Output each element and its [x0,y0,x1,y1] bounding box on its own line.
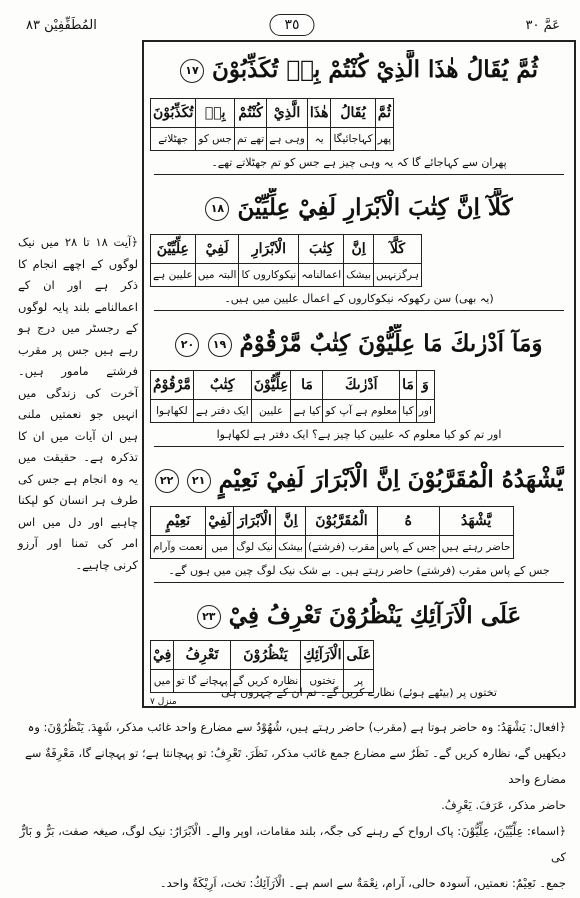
word-ur: بیشک [276,536,306,559]
word-ur: پھر [375,128,394,151]
word-ur: مقرب (فرشتے) [305,536,377,559]
word-ur: تھے تم [235,128,267,151]
note-line: ﴿اسماء: عِلِّيِّيْنَ، عِلِّيُّوْنَ: پاک ارواح کے رہنے کی جگہ، بلند مقامات، اوپر والے۔ الْاَبْرَارُ: نیک لوگ، صیغہ صفت، بَرٌّ و بَارٌّ کی [19,824,566,864]
word-ar: يُقَالُ [331,99,375,128]
word-ur: نیک لوگ [234,536,276,559]
word-ar: عِلِّيِّيْنَ [151,235,196,264]
verse-19-20-word-table [150,370,435,423]
word-ar: مَا [400,371,417,400]
word-ur: میں [206,536,234,559]
verse-17-arabic [144,50,574,90]
word-ur: پہچانے گا تو [174,670,230,693]
word-ur: جس کے پاس [378,536,440,559]
word-ur: ایک دفتر ہے [193,400,251,423]
grammar-notes [14,714,566,896]
word-ar: عَلَى [344,641,374,670]
verse-22-number: ٢٢ [155,469,179,493]
verse-20-number: ٢٠ [175,333,199,357]
word-ar: ثُمَّ [375,99,394,128]
note-line: ﴿افعال: يَشْهَدُ: وہ حاضر ہوتا ہے (مقرب) حاضر رہتے ہیں، شُهُوْدٌ سے مضارع واحد غائب مذکر، شَهِدَ. يَنْظُرُوْنَ: وہ [27,720,566,734]
note-line: حاضر مذکر، عَرَفَ. يَعْرِفُ. [441,798,566,812]
word-ur: بیشک [344,264,374,287]
juz-label: عَمَّ ٣٠ [525,18,560,33]
word-ur: پر [344,670,374,693]
word-ar: تَعْرِفُ [174,641,230,670]
word-ar: تُكَذِّبُوْنَ [151,99,196,128]
word-ar: عِلِّيُّوْنَ [251,371,291,400]
word-ar: الْاَرَآئِكِ [301,641,344,670]
word-ur: لکھاہوا [151,400,194,423]
verse-17-text: ثُمَّ يُقَالُ هٰذَا الَّذِيْ كُنْتُمْ بِهٖ تُكَذِّبُوْنَ [211,56,539,83]
word-ur: کہاجائیگا [331,128,375,151]
word-ar: لَفِيْ [195,235,239,264]
word-ar: اِنَّ [344,235,374,264]
word-ur: البتہ میں [195,264,239,287]
verse-21-22-arabic [144,460,574,500]
word-ar: مَا [291,371,323,400]
verse-19-number: ١٩ [208,333,232,357]
surah-name: المُطَفِّفِيْن ٨٣ [26,18,97,33]
word-ur: اور [416,400,434,423]
verse-frame [142,40,576,708]
word-ur: اعمالنامہ [299,264,344,287]
verse-21-22-word-table [150,506,514,559]
word-ur: علیین ہے [151,264,196,287]
word-ur: یہ [307,128,331,151]
verse-18-arabic [144,188,574,228]
word-ar: لَفِيْ [206,507,234,536]
word-ar: نَعِيْمٍ [151,507,206,536]
verse-18-word-table [150,234,422,287]
word-ar: مَّرْقُوْمٌ [151,371,194,400]
verse-23-number: ٢٣ [197,605,221,629]
verse-17-word-table [150,98,394,151]
verse-17-translation: پھران سے کہاجائے گا کہ یہ وہی چیز ہے جس کو تم جھٹلاتے تھے۔ [154,152,564,175]
word-ar: اِنَّ [276,507,306,536]
verse-18-translation: (یہ بھی) سن رکھوکہ نیکوکاروں کے اعمال علیین میں ہیں۔ [154,288,564,311]
word-ar: اَدْرٰىكَ [323,371,400,400]
word-ur: میں [151,670,174,693]
word-ur: حاضر رہتے ہیں [439,536,513,559]
word-ar: الْمُقَرَّبُوْنَ [305,507,377,536]
word-ur: کیا ہے [291,400,323,423]
word-ar: الَّذِيْ [267,99,308,128]
word-ur: جس کو [196,128,235,151]
word-ar: هٰذَا [307,99,331,128]
verse-23-translation: تختوں پر (بیٹھے ہوئے) نظارے کریں گے۔ تم ان کے چہروں ہی [221,686,497,699]
word-ar: بِهٖ [196,99,235,128]
verse-21-22-translation: جس کے پاس مقرب (فرشتے) حاضر رہتے ہیں۔ بے شک نیک لوگ چین میں ہوں گے۔ [154,560,564,583]
word-ar: وَ [416,371,434,400]
manzil-mark: منزل ۷ [150,697,177,707]
word-ar: الْاَبْرَارِ [239,235,299,264]
verse-18-text: كَلَّآ اِنَّ كِتٰبَ الْاَبْرَارِ لَفِيْ عِلِّيِّيْنَ [237,194,513,221]
page-number: ٣٥ [269,14,314,36]
word-ur: معلوم ہے آپ کو [323,400,400,423]
word-ar: فِيْ [151,641,174,670]
word-ur: ہرگزنہیں [374,264,422,287]
word-ar: كِتٰبٌ [193,371,251,400]
verse-21-number: ٢١ [187,469,211,493]
word-ur: تختوں [301,670,344,693]
page-header [18,14,566,38]
verse-23-arabic [144,596,574,636]
word-ur: جھٹلاتے [151,128,196,151]
word-ar: كُنْتُمْ [235,99,267,128]
verse-21-22-text: يَّشْهَدُهُ الْمُقَرَّبُوْنَ اِنَّ الْاَبْرَارَ لَفِيْ نَعِيْمٍ [218,466,564,493]
word-ur: کیا [400,400,417,423]
verse-19-20-text: وَمَآ اَدْرٰىكَ مَا عِلِّيُّوْنَ كِتٰبٌ مَّرْقُوْمٌ [239,330,543,357]
word-ur: نیکوکاروں کا [239,264,299,287]
note-line: جمع۔ نَعِيْمٌ: نعمتیں، آسودہ حالی، آرام، نِعْمَةٌ سے اسم ہے۔ الْاَرَآئِكُ: تخت، اَرِيْكَةٌ واحد۔ [159,876,566,890]
word-ar: الْاَبْرَارَ [234,507,276,536]
word-ur: نعمت وآرام [151,536,206,559]
word-ur: وہی ہے [267,128,308,151]
word-ar: كِتٰبَ [299,235,344,264]
word-ar: يَنْظُرُوْنَ [230,641,301,670]
word-ur: نظارہ کریں گے [230,670,301,693]
verse-23-text: عَلَى الْاَرَآئِكِ يَنْظُرُوْنَ تَعْرِفُ فِيْ [228,602,522,629]
verse-19-20-arabic [144,324,574,364]
word-ar: كَلَّآ [374,235,422,264]
verse-17-number: ١٧ [180,59,204,83]
verse-19-20-translation: اور تم کو کیا معلوم کہ علیین کیا چیز ہے؟ ایک دفتر ہے لکھاہوا [154,424,564,447]
side-note: ﴿آیت ۱۸ تا ۲۸ میں نیک لوگوں کے اچھے انجام کا ذکر ہے اور ان کے اعمالنامے بلند پایہ لوگوں کے رجسٹر میں درج ہو رہے ہیں جس پر مقرب فرشتے مامور ہیں۔ آخرت کی زندگی میں انہیں جو نعمتیں ملنی ہیں ان آیات میں ان کا تذکرہ ہے۔ حقیقت میں یہ وہ انجام ہے جس کی طرف ہر انسان کو لپکنا چاہیے اور دل میں اس امر کی تمنا اور آرزو کرنی چاہیے۔ [18,235,138,572]
word-ur: علیین [251,400,291,423]
word-ar: يَّشْهَدُ [439,507,513,536]
verse-18-number: ١٨ [205,197,229,221]
word-ar: هُ [378,507,440,536]
note-line: دیکھیں گے، نظارہ کریں گے۔ نَظَرٌ سے مضارع جمع غائب مذکر، نَظَرَ. تَعْرِفُ: تو پہچانتا ہے؛ تو پہچانے گا، مَعْرِفَةٌ سے مضارع واحد [25,746,566,786]
